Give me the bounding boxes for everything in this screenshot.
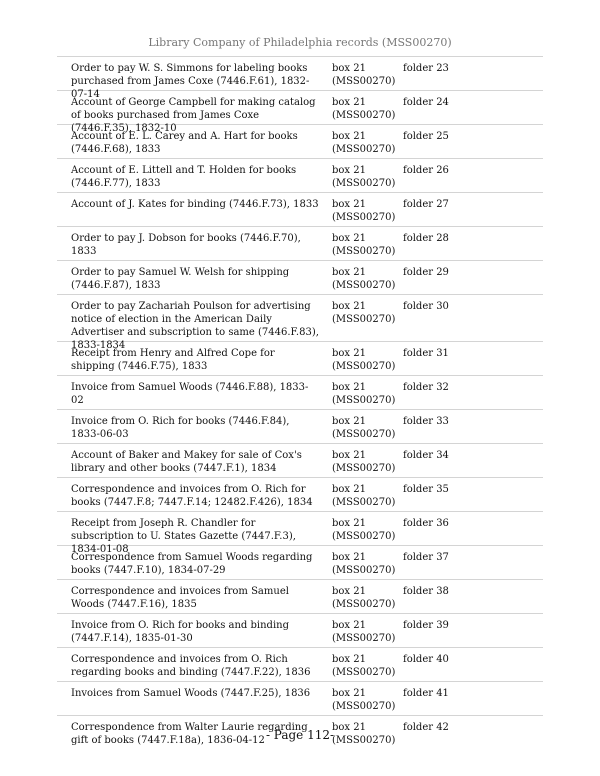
table-row (57, 546, 543, 580)
table-row (57, 227, 543, 261)
row-description: Invoices from Samuel Woods (7447.F.25), 1836 (71, 688, 311, 699)
row-box: box 21 (MSS00270) (332, 484, 396, 508)
row-box: box 21 (MSS00270) (332, 722, 396, 746)
row-description: Order to pay Zachariah Poulson for advertising notice of election in the American Daily Advertiser and subscription to same (7446.F.83), 1833-1834 (71, 301, 319, 351)
row-box: box 21 (MSS00270) (332, 416, 396, 440)
row-description: Order to pay J. Dobson for books (7446.F.70), 1833 (71, 233, 301, 257)
table-row (57, 193, 543, 227)
row-box: box 21 (MSS00270) (332, 199, 396, 223)
table-row (57, 580, 543, 614)
row-box: box 21 (MSS00270) (332, 267, 396, 291)
table-row (57, 478, 543, 512)
row-box: box 21 (MSS00270) (332, 586, 396, 610)
row-description: Account of Baker and Makey for sale of Cox's library and other books (7447.F.1), 1834 (71, 450, 302, 474)
table-row (57, 125, 543, 159)
table-row (57, 376, 543, 410)
row-folder: folder 25 (403, 131, 449, 142)
row-folder: folder 27 (403, 199, 449, 210)
row-description: Invoice from Samuel Woods (7446.F.88), 1833-02 (71, 382, 309, 406)
row-description: Order to pay W. S. Simmons for labeling books purchased from James Coxe (7446.F.61), 1832-07-14 (71, 63, 310, 100)
table-row (57, 261, 543, 295)
table-row (57, 342, 543, 376)
row-folder: folder 26 (403, 165, 449, 176)
row-box: box 21 (MSS00270) (332, 131, 396, 155)
row-description: Receipt from Henry and Alfred Cope for shipping (7446.F.75), 1833 (71, 348, 275, 372)
row-folder: folder 36 (403, 518, 449, 529)
row-folder: folder 24 (403, 97, 449, 108)
row-box: box 21 (MSS00270) (332, 450, 396, 474)
row-description: Account of E. L. Carey and A. Hart for books (7446.F.68), 1833 (71, 131, 298, 155)
row-folder: folder 30 (403, 301, 449, 312)
row-folder: folder 39 (403, 620, 449, 631)
row-folder: folder 28 (403, 233, 449, 244)
row-description: Correspondence and invoices from Samuel Woods (7447.F.16), 1835 (71, 586, 289, 610)
page-header: Library Company of Philadelphia records (MSS00270) (148, 36, 452, 49)
row-description: Order to pay Samuel W. Welsh for shipping (7446.F.87), 1833 (71, 267, 290, 291)
row-description: Correspondence from Walter Laurie regarding gift of books (7447.F.18a), 1836-04-12 (71, 722, 308, 746)
table-row (57, 159, 543, 193)
row-description: Invoice from O. Rich for books (7446.F.84), 1833-06-03 (71, 416, 290, 440)
row-description: Account of E. Littell and T. Holden for books (7446.F.77), 1833 (71, 165, 297, 189)
table-row (57, 614, 543, 648)
row-box: box 21 (MSS00270) (332, 552, 396, 576)
row-folder: folder 40 (403, 654, 449, 665)
row-box: box 21 (MSS00270) (332, 654, 396, 678)
row-folder: folder 23 (403, 63, 449, 74)
table-row (57, 295, 543, 351)
row-description: Invoice from O. Rich for books and binding (7447.F.14), 1835-01-30 (71, 620, 289, 644)
table-row (57, 91, 543, 134)
row-box: box 21 (MSS00270) (332, 97, 396, 121)
row-description: Correspondence and invoices from O. Rich for books (7447.F.8; 7447.F.14; 12482.F.426), 1834 (71, 484, 313, 508)
row-folder: folder 32 (403, 382, 449, 393)
table-row (57, 57, 543, 100)
row-description: Account of George Campbell for making catalog of books purchased from James Coxe (7446.F.35), 1832-10 (71, 97, 316, 134)
table-row (57, 682, 543, 716)
row-box: box 21 (MSS00270) (332, 688, 396, 712)
row-folder: folder 42 (403, 722, 449, 733)
row-box: box 21 (MSS00270) (332, 63, 396, 87)
page-number: - Page 112- (265, 728, 335, 742)
row-description: Receipt from Joseph R. Chandler for subscription to U. States Gazette (7447.F.3), 1834-01-08 (71, 518, 296, 555)
table-row (57, 512, 543, 555)
container-list (57, 56, 543, 754)
row-box: box 21 (MSS00270) (332, 620, 396, 644)
row-folder: folder 34 (403, 450, 449, 461)
row-description: Correspondence from Samuel Woods regarding books (7447.F.10), 1834-07-29 (71, 552, 313, 576)
row-description: Account of J. Kates for binding (7446.F.73), 1833 (71, 199, 319, 210)
row-folder: folder 41 (403, 688, 449, 699)
row-folder: folder 31 (403, 348, 449, 359)
table-row (57, 648, 543, 682)
row-box: box 21 (MSS00270) (332, 301, 396, 325)
row-box: box 21 (MSS00270) (332, 233, 396, 257)
row-box: box 21 (MSS00270) (332, 348, 396, 372)
row-box: box 21 (MSS00270) (332, 165, 396, 189)
row-folder: folder 38 (403, 586, 449, 597)
row-folder: folder 29 (403, 267, 449, 278)
row-box: box 21 (MSS00270) (332, 518, 396, 542)
row-folder: folder 33 (403, 416, 449, 427)
row-box: box 21 (MSS00270) (332, 382, 396, 406)
table-row (57, 444, 543, 478)
table-row (57, 410, 543, 444)
row-folder: folder 35 (403, 484, 449, 495)
row-description: Correspondence and invoices from O. Rich regarding books and binding (7447.F.22), 1836 (71, 654, 311, 678)
row-folder: folder 37 (403, 552, 449, 563)
